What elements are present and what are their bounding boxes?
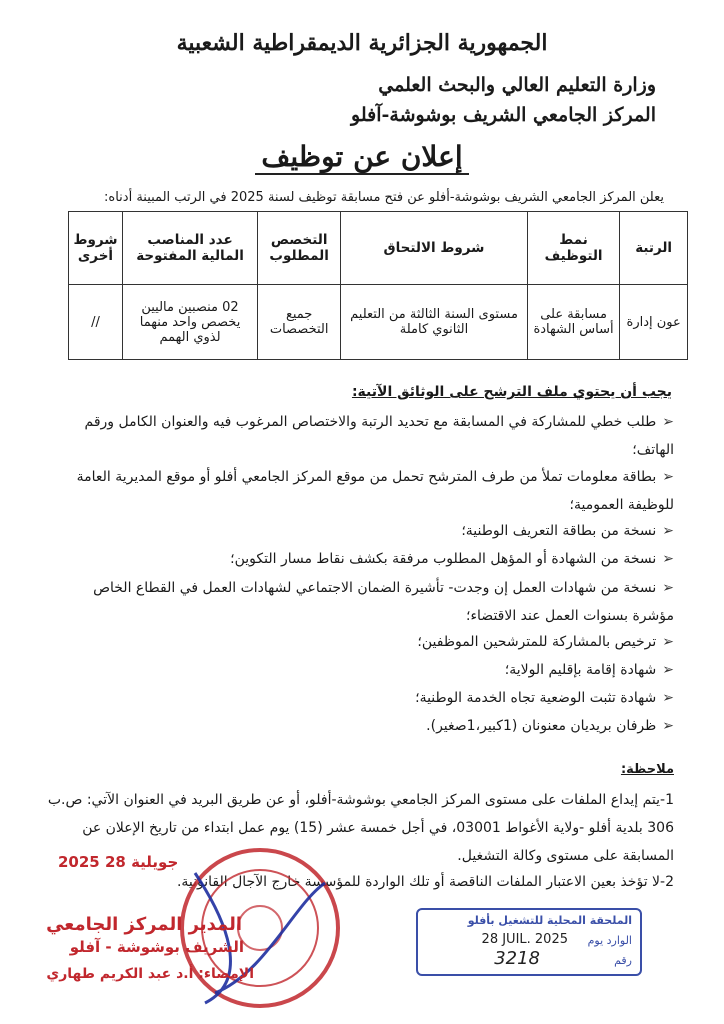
header-cell: الرتبة — [620, 212, 688, 285]
table-header-row — [69, 212, 688, 285]
table-row — [69, 285, 688, 360]
arrow-icon: ➢ — [662, 580, 674, 596]
reception-stamp — [416, 908, 642, 976]
table-cell: 02 منصبين ماليين يخصص واحد منهما لذوي الهمم — [122, 285, 257, 360]
list-item: ➢ترخيص بالمشاركة للمترشحين الموظفين؛ — [54, 628, 674, 656]
list-item: ➢نسخة من بطاقة التعريف الوطنية؛ — [54, 517, 674, 545]
reception-num-label: رقم — [614, 954, 632, 967]
reception-number: 3218 — [494, 948, 540, 969]
list-item: ➢شهادة تثبت الوضعية تجاه الخدمة الوطنية؛ — [54, 684, 674, 712]
table-cell: // — [69, 285, 123, 360]
reception-agency: الملحقة المحلية للتشغيل بأفلو — [467, 914, 632, 927]
table-cell: عون إدارة — [620, 285, 688, 360]
arrow-icon: ➢ — [662, 662, 674, 678]
table-cell: مسابقة على أساس الشهادة — [527, 285, 619, 360]
table-cell: مستوى السنة الثالثة من التعليم الثانوي كاملة — [341, 285, 528, 360]
note-item: 1-يتم إيداع الملفات على مستوى المركز الجامعي بوشوشة-أفلو، أو عن طريق البريد في العنوان الآتي: ص.ب 306 بلدية أفلو -ولاية الأغواط 03001، في أجل خمسة عشر (15) يوم عمل ابتداء من تاريخ الإعلان عن المسابقة على مستوى وكالة التشغيل. — [47, 792, 674, 864]
arrow-icon: ➢ — [662, 634, 674, 650]
reception-date-label: الوارد يوم — [587, 934, 632, 947]
ministry-heading: وزارة التعليم العالي والبحث العلمي — [378, 74, 656, 96]
center-heading: المركز الجامعي الشريف بوشوشة-آفلو — [351, 104, 656, 126]
reception-date: 28 JUIL. 2025 — [481, 932, 568, 947]
director-stamp-sub: الشريف بوشوشة - آفلو — [69, 938, 244, 956]
arrow-icon: ➢ — [662, 414, 674, 430]
director-signature-name: الإمضاء: أ.د عبد الكريم طهاري — [46, 966, 254, 982]
arrow-icon: ➢ — [662, 469, 674, 485]
note-item: 2-لا تؤخذ بعين الاعتبار الملفات الناقصة أو تلك الواردة للمؤسسة خارج الآجال القانونية. — [176, 874, 674, 890]
header-cell: عدد المناصب المالية المفتوحة — [122, 212, 257, 285]
requirements-title: يجب أن يحتوي ملف الترشح على الوثائق الآتية: — [351, 384, 672, 400]
arrow-icon: ➢ — [662, 523, 674, 539]
table-cell: جميع التخصصات — [258, 285, 341, 360]
list-item: ➢نسخة من الشهادة أو المؤهل المطلوب مرفقة بكشف نقاط مسار التكوين؛ — [54, 545, 674, 573]
intro-text: يعلن المركز الجامعي الشريف بوشوشة-أفلو عن فتح مسابقة توظيف لسنة 2025 في الرتب المبينة أدناه: — [104, 190, 664, 205]
list-item: ➢نسخة من شهادات العمل إن وجدت- تأشيرة الضمان الاجتماعي لشهادات العمل في القطاع الخاص مؤشرة بسنوات العمل عند الاقتضاء؛ — [54, 574, 674, 630]
arrow-icon: ➢ — [662, 551, 674, 567]
header-cell: نمط التوظيف — [527, 212, 619, 285]
republic-heading: الجمهورية الجزائرية الديمقراطية الشعبية — [176, 30, 548, 56]
header-cell: شروط الالتحاق — [341, 212, 528, 285]
list-item: ➢ظرفان بريديان معنونان (1كبير،1صغير). — [54, 712, 674, 740]
header-cell: التخصص المطلوب — [258, 212, 341, 285]
note-title: ملاحظة: — [620, 762, 674, 777]
director-stamp: المدير المركز الجامعي — [46, 914, 242, 935]
arrow-icon: ➢ — [662, 690, 674, 706]
stamp-date: 2025 جويلية 28 — [58, 853, 179, 871]
list-item: ➢طلب خطي للمشاركة في المسابقة مع تحديد الرتبة والاختصاص المرغوب فيه والعنوان الكامل ورقم الهاتف؛ — [54, 408, 674, 464]
page-title: إعلان عن توظيف — [0, 140, 724, 173]
positions-table — [68, 211, 688, 360]
list-item: ➢شهادة إقامة بإقليم الولاية؛ — [54, 656, 674, 684]
header-cell: شروط أخرى — [69, 212, 123, 285]
list-item: ➢بطاقة معلومات تملأ من طرف المترشح تحمل من موقع المركز الجامعي أفلو أو موقع المديرية العامة للوظيفة العمومية؛ — [54, 463, 674, 519]
arrow-icon: ➢ — [662, 718, 674, 734]
